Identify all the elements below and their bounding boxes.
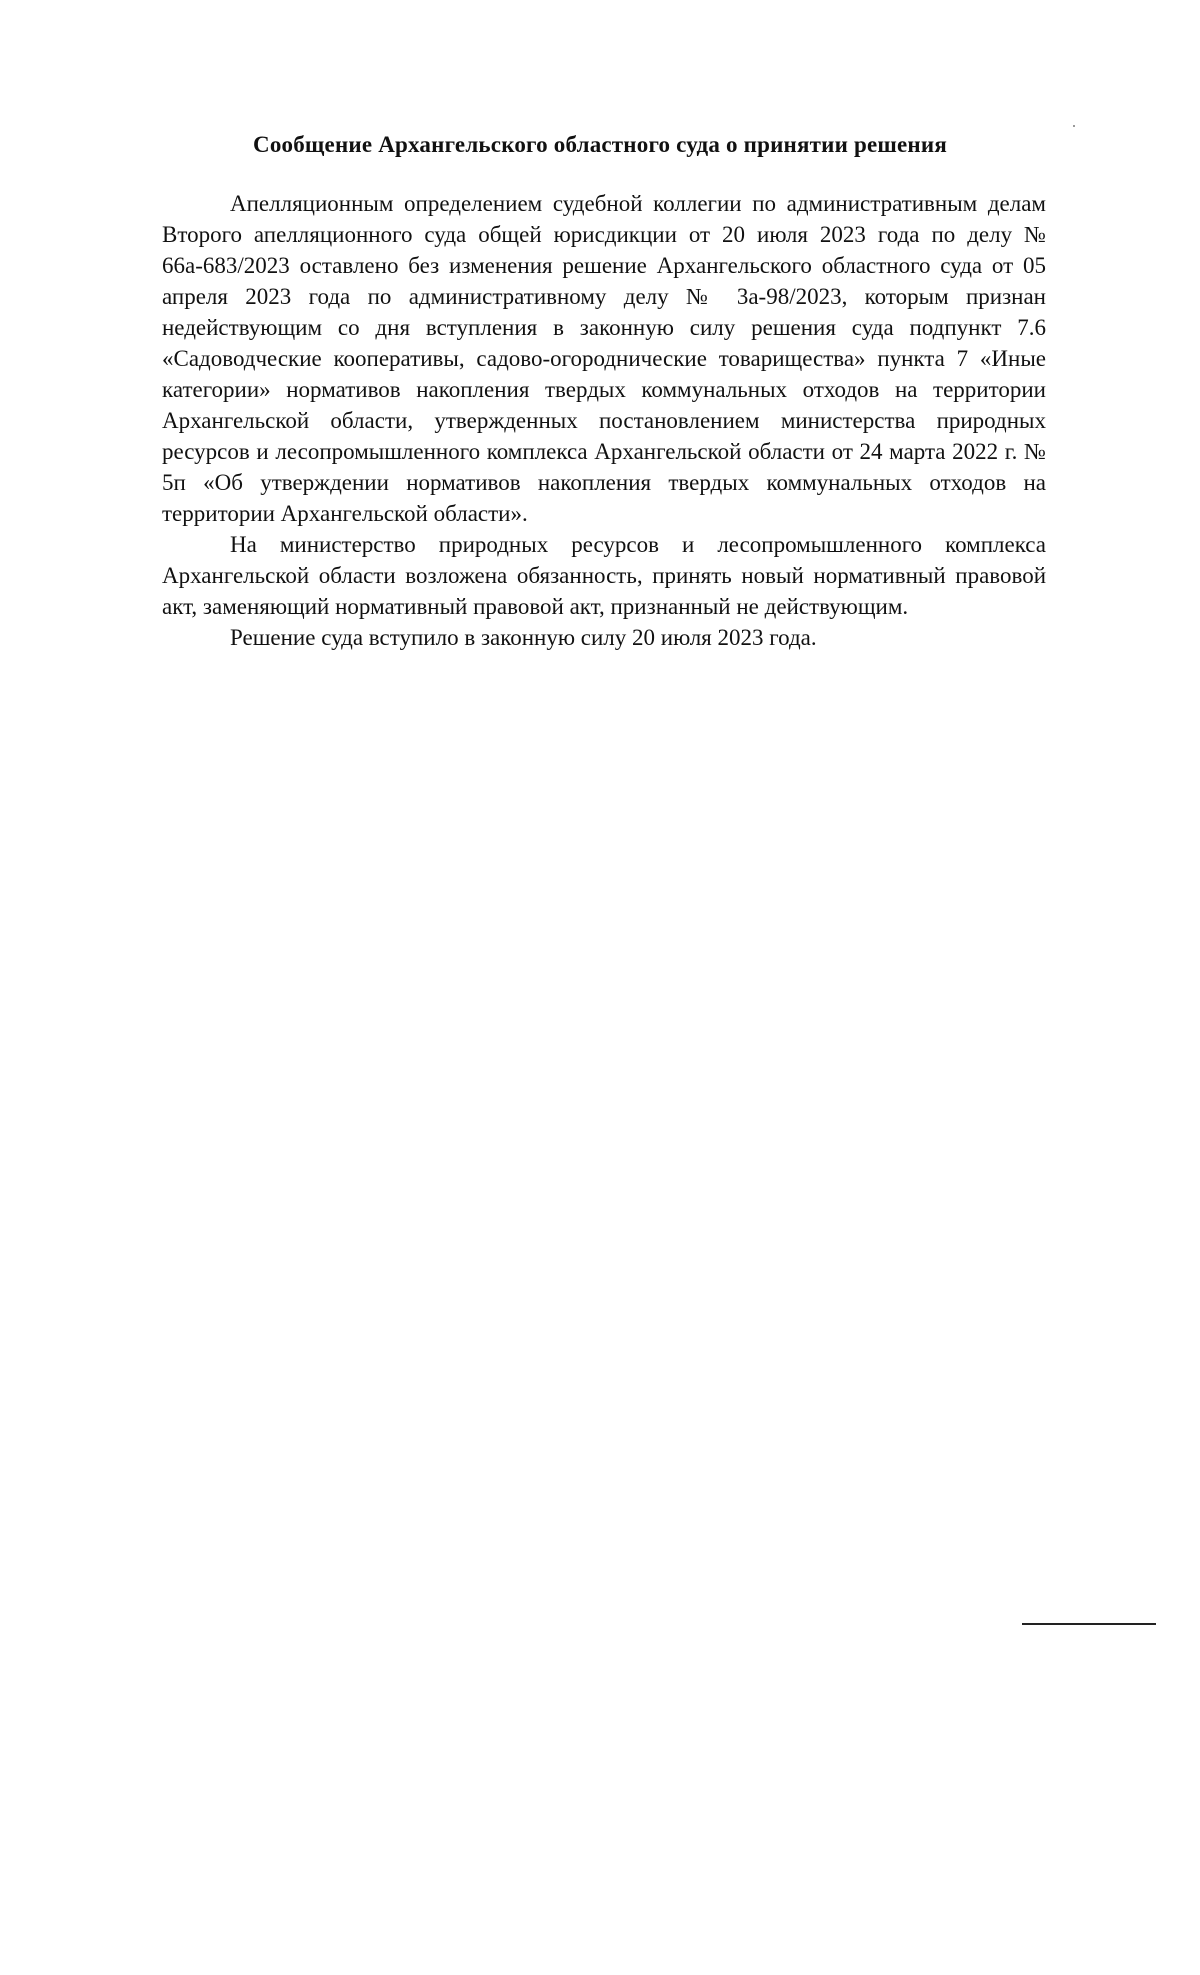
paragraph-effective-date: Решение суда вступило в законную силу 20 июля 2023 года.: [230, 625, 817, 650]
paragraph-appeal-ruling: Апелляционным определением судебной коллегии по административным делам Второго апелляционного суда общей юрисдикции от 20 июля 2023 года по делу № 66а-683/2023 оставлено без изменения решение Архангельского областного суда от 05 апреля 2023 года по административному делу № 3а-98/2023, которым признан недействующим со дня вступления в законную силу решения суда подпункт 7.6 «Садоводческие кооперативы, садово-огороднические товарищества» пункта 7 «Иные категории» нормативов накопления твердых коммунальных отходов на территории Архангельской области, утвержденных постановлением министерства природных ресурсов и лесопромышленного комплекса Архангельской области от 24 марта 2022 г. № 5п «Об утверждении нормативов накопления твердых коммунальных отходов на территории Архангельской области».: [162, 191, 1046, 526]
scan-artifact: [1073, 125, 1075, 127]
footnote-rule: [1022, 1623, 1156, 1625]
document-body: [162, 188, 1046, 653]
paragraph-ministry-obligation: На министерство природных ресурсов и лесопромышленного комплекса Архангельской области возложена обязанность, принять новый нормативный правовой акт, заменяющий нормативный правовой акт, признанный не действующим.: [162, 532, 1046, 619]
document-title: Сообщение Архангельского областного суда о принятии решения: [253, 132, 947, 157]
